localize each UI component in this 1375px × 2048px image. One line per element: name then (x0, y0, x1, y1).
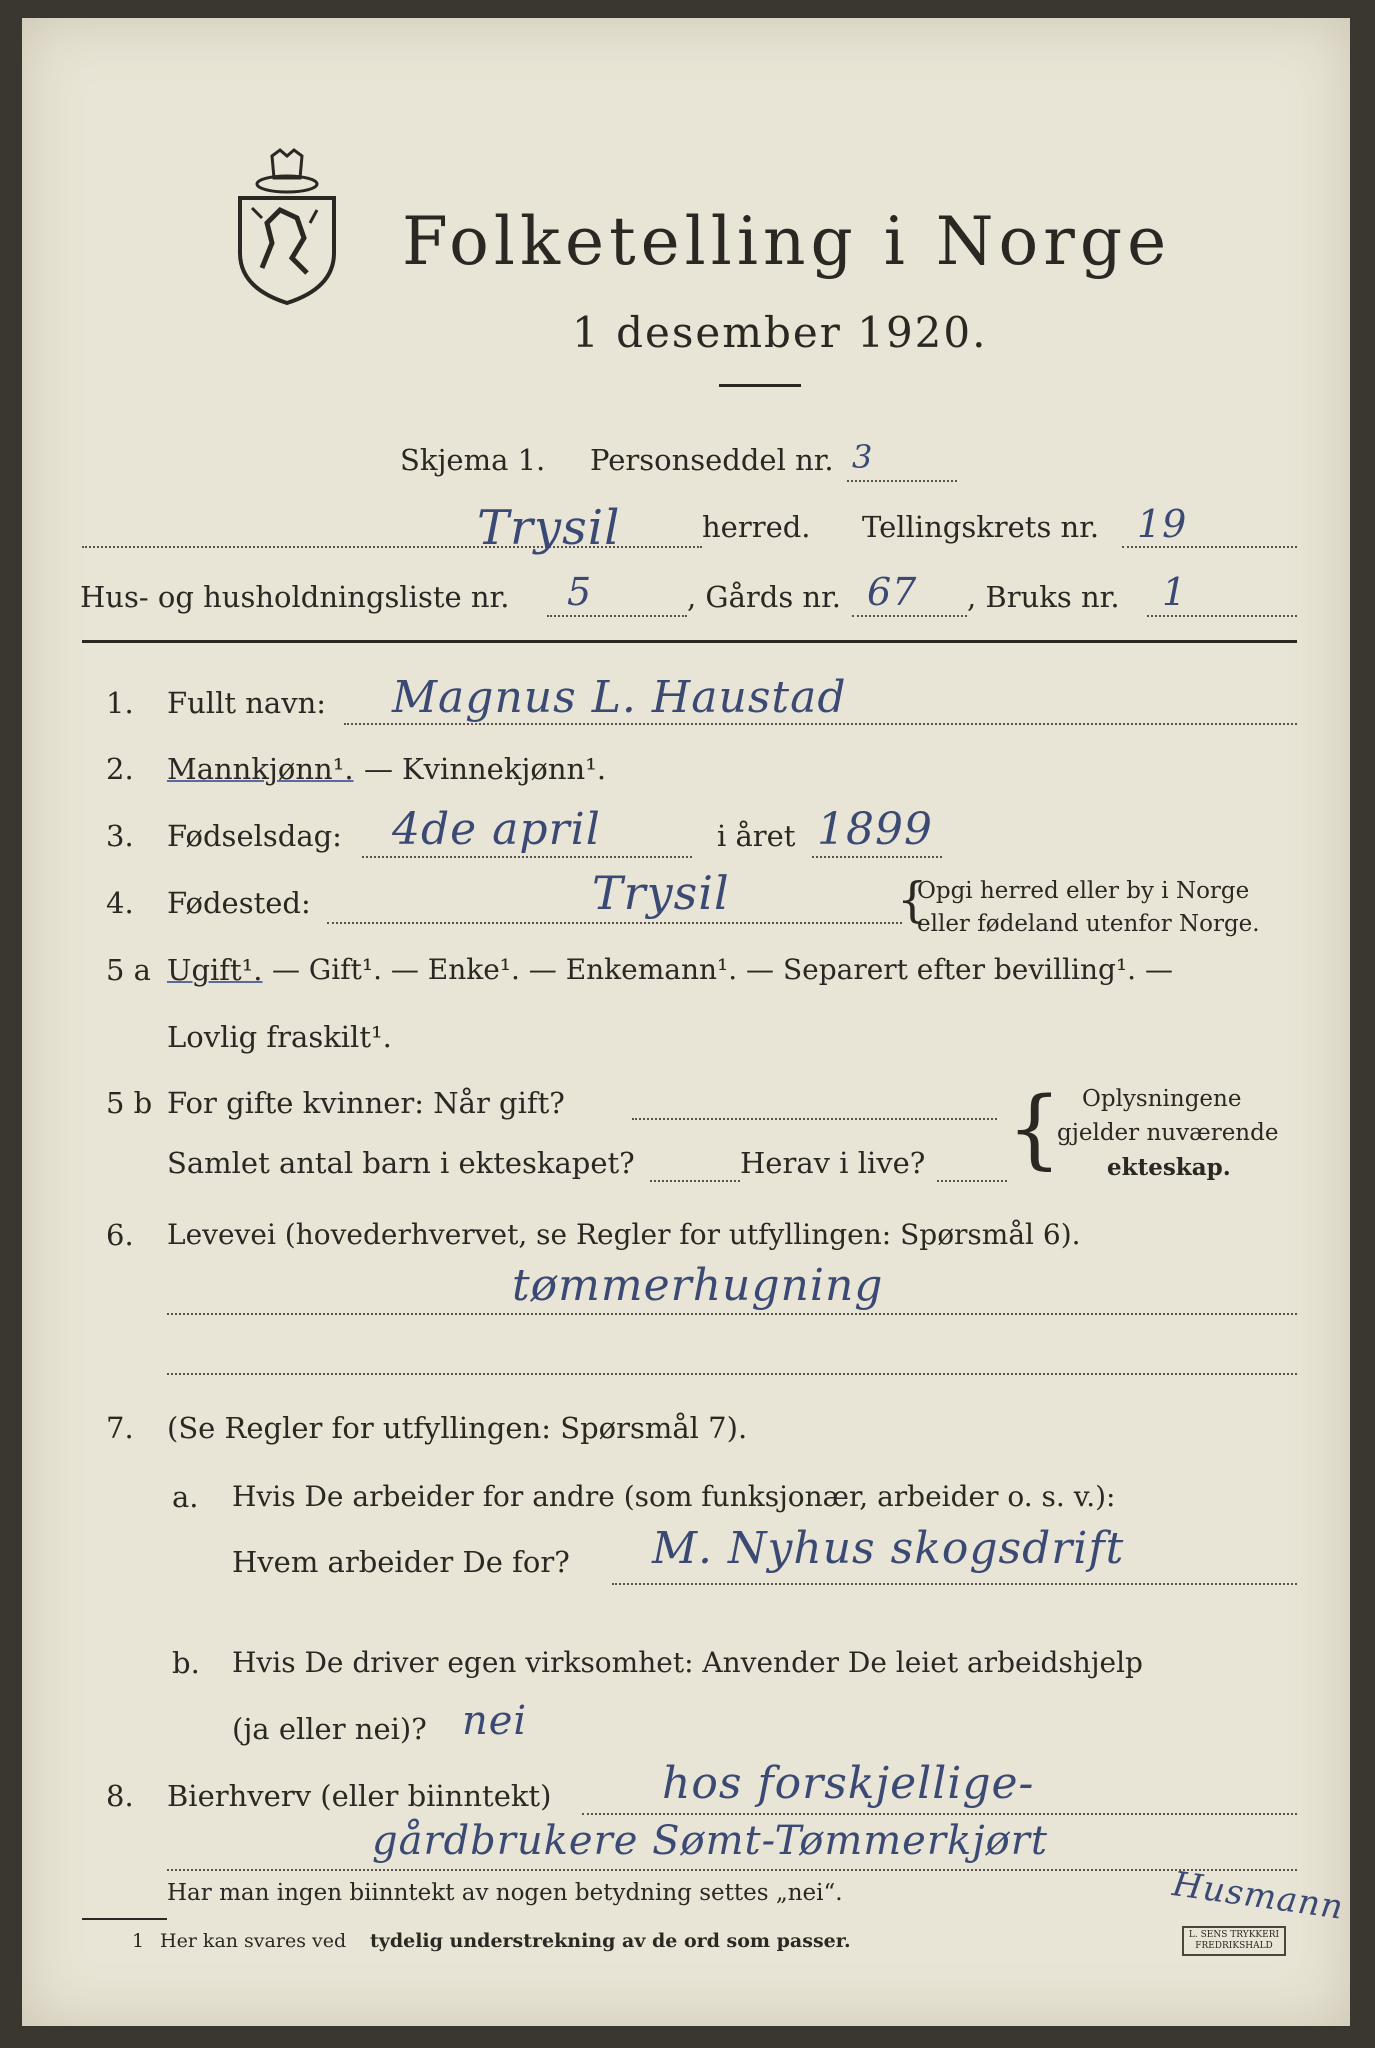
q1-label: Fullt navn: (167, 686, 327, 720)
bruks-value[interactable]: 1 (1162, 570, 1188, 614)
q7a-letter: a. (172, 1480, 199, 1514)
male-option[interactable]: Mannkjønn¹. (167, 752, 354, 786)
q1-number: 1. (106, 686, 134, 720)
q4-note-line2: eller fødeland utenfor Norge. (917, 911, 1260, 937)
q6-number: 6. (106, 1218, 134, 1252)
personseddel-value[interactable]: 3 (852, 438, 874, 476)
norway-coat-of-arms-icon (232, 148, 342, 308)
side-income-value-line1[interactable]: hos forskjellige- (662, 1758, 1035, 1809)
q4-number: 4. (106, 886, 134, 920)
q4-note-line1: Opgi herred eller by i Norge (917, 878, 1250, 904)
birthplace-value[interactable]: Trysil (592, 866, 730, 920)
q7-number: 7. (106, 1411, 134, 1445)
q5b-number: 5 b (106, 1086, 153, 1120)
q5b-alive-label: Herav i live? (740, 1146, 926, 1180)
schema-label: Skjema 1. (400, 443, 546, 477)
husholdning-label: Hus- og husholdningsliste nr. (80, 580, 510, 614)
footnote-text: Her kan svares ved (160, 1930, 347, 1952)
form-title: Folketelling i Norge (402, 203, 1172, 280)
q5b-line1: For gifte kvinner: Når gift? (167, 1086, 565, 1120)
q4-label: Fødested: (167, 886, 311, 920)
footnote-mark: 1 (132, 1930, 145, 1952)
year-label: i året (717, 819, 796, 853)
gards-value[interactable]: 67 (867, 570, 918, 614)
personseddel-label: Personseddel nr. (590, 443, 834, 477)
occupation-value[interactable]: tømmerhugning (512, 1260, 884, 1311)
title-divider (719, 384, 801, 387)
full-name-value[interactable]: Magnus L. Haustad (392, 672, 847, 723)
q3-number: 3. (106, 819, 134, 853)
q7-label: (Se Regler for utfyllingen: Spørsmål 7). (167, 1411, 748, 1445)
husholdning-value[interactable]: 5 (567, 570, 593, 614)
q7b-letter: b. (172, 1646, 200, 1680)
herred-label: herred. (702, 510, 811, 544)
female-option[interactable]: Kvinnekjønn¹. (402, 752, 607, 786)
footnote-text-bold: tydelig understrekning av de ord som passer. (370, 1930, 851, 1952)
bruks-label: , Bruks nr. (967, 580, 1120, 614)
q5b-brace: { (1007, 1079, 1062, 1179)
margin-note: Husmann (1170, 1864, 1347, 1928)
q2-separator: — (364, 752, 393, 786)
q7a-line1: Hvis De arbeider for andre (som funksjonær, arbeider o. s. v.): (232, 1480, 1116, 1513)
employer-value[interactable]: M. Nyhus skogsdrift (652, 1523, 1125, 1574)
header-divider (82, 640, 1297, 643)
q8-note: Har man ingen biinntekt av nogen betydning settes „nei“. (167, 1880, 843, 1906)
form-date: 1 desember 1920. (572, 308, 988, 357)
q5b-note-line2: gjelder nuværende (1057, 1120, 1279, 1146)
q6-label: Levevei (hovederhvervet, se Regler for utfyllingen: Spørsmål 6). (167, 1218, 1081, 1251)
tellingskrets-value[interactable]: 19 (1137, 502, 1188, 546)
q8-label: Bierhverv (eller biinntekt) (167, 1779, 552, 1813)
q5b-children-label: Samlet antal barn i ekteskapet? (167, 1146, 635, 1180)
q7b-line2: (ja eller nei)? (232, 1712, 427, 1746)
q7a-line2: Hvem arbeider De for? (232, 1545, 570, 1579)
side-income-value-line2[interactable]: gårdbrukere Sømt-Tømmerkjørt (372, 1818, 1048, 1864)
tellingskrets-label: Tellingskrets nr. (862, 510, 1100, 544)
q5b-note-line3: ekteskap. (1107, 1154, 1231, 1181)
q7b-line1: Hvis De driver egen virksomhet: Anvender De leiet arbeidshjelp (232, 1646, 1143, 1679)
printer-stamp: L. SENS TRYKKERI FREDRIKSHALD (1182, 1926, 1286, 1956)
q2-number: 2. (106, 752, 134, 786)
q5a-number: 5 a (106, 953, 151, 987)
census-form-page (22, 18, 1350, 2026)
marital-options[interactable]: — Gift¹. — Enke¹. — Enkemann¹. — Separert efter bevilling¹. — (272, 953, 1173, 986)
footnote-divider (82, 1918, 167, 1920)
hired-help-value[interactable]: nei (462, 1698, 528, 1744)
q4-brace: { (897, 872, 928, 928)
birth-date-value[interactable]: 4de april (392, 804, 601, 855)
q8-number: 8. (106, 1779, 134, 1813)
q3-label: Fødselsdag: (167, 819, 342, 853)
birth-year-value[interactable]: 1899 (817, 804, 933, 855)
unmarried-option[interactable]: Ugift¹. (167, 953, 263, 987)
herred-value[interactable]: Trysil (477, 500, 621, 556)
gards-label: , Gårds nr. (687, 580, 841, 614)
q5b-note-line1: Oplysningene (1082, 1086, 1242, 1112)
divorced-option[interactable]: Lovlig fraskilt¹. (167, 1020, 392, 1054)
